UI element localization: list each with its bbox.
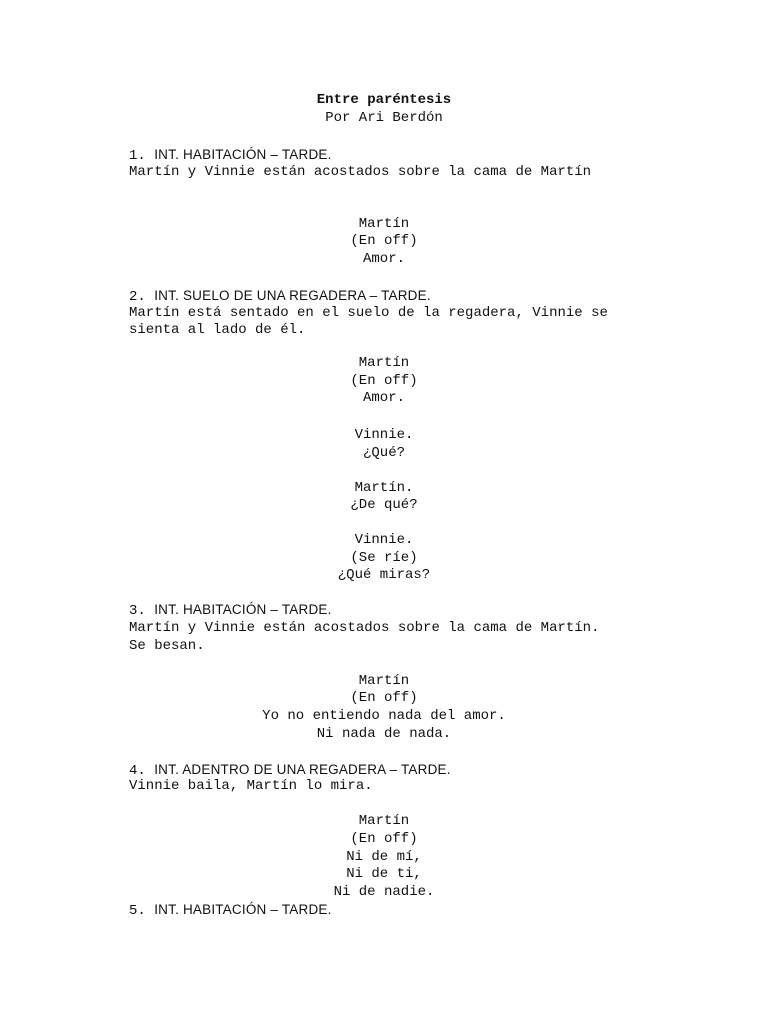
dialogue-line: Amor.	[362, 390, 405, 406]
action-line: Martín y Vinnie están acostados sobre la cama de Martín.	[129, 620, 600, 636]
action-line: sienta al lado de él.	[129, 322, 306, 338]
scene-heading-text: INT. HABITACIÓN – TARDE.	[154, 147, 332, 162]
character-name: Martín	[358, 355, 410, 371]
dialogue-line: Ni de nadie.	[333, 884, 435, 900]
scene-number: 4.	[129, 763, 146, 779]
character-name: Martín	[358, 673, 410, 689]
dialogue-line: Ni nada de nada.	[316, 726, 452, 742]
script-title: Entre paréntesis	[316, 92, 452, 108]
scene-number: 1.	[129, 148, 146, 164]
parenthetical: (En off)	[350, 233, 418, 249]
action-line: Se besan.	[129, 638, 205, 654]
dialogue-line: Ni de ti,	[346, 866, 422, 882]
dialogue-line: Yo no entiendo nada del amor.	[262, 708, 506, 724]
character-name: Martín	[358, 813, 410, 829]
dialogue-line: ¿De qué?	[350, 497, 418, 513]
parenthetical: (En off)	[350, 690, 418, 706]
parenthetical: (En off)	[350, 373, 418, 389]
dialogue-line: ¿Qué miras?	[337, 567, 431, 583]
scene-heading-2	[129, 287, 431, 307]
character-name: Martín.	[354, 480, 414, 496]
character-name: Vinnie.	[354, 532, 414, 548]
scene-heading-text: INT. HABITACIÓN – TARDE.	[154, 902, 332, 917]
scene-number: 3.	[129, 603, 146, 619]
action-line: Martín está sentado en el suelo de la regadera, Vinnie se	[129, 305, 608, 321]
dialogue-line: Amor.	[362, 251, 405, 267]
scene-heading-3	[129, 601, 332, 621]
scene-heading-text: INT. SUELO DE UNA REGADERA – TARDE.	[154, 288, 431, 303]
character-name: Vinnie.	[354, 427, 414, 443]
parenthetical: (Se ríe)	[350, 550, 418, 566]
action-line: Vinnie baila, Martín lo mira.	[129, 778, 373, 794]
character-name: Martín	[358, 216, 410, 232]
scene-number: 5.	[129, 903, 146, 919]
dialogue-line: Ni de mí,	[346, 849, 422, 865]
parenthetical: (En off)	[350, 831, 418, 847]
scene-heading-text: INT. ADENTRO DE UNA REGADERA – TARDE.	[154, 762, 451, 777]
script-author: Por Ari Berdón	[325, 110, 443, 126]
scene-heading-text: INT. HABITACIÓN – TARDE.	[154, 602, 332, 617]
action-line: Martín y Vinnie están acostados sobre la cama de Martín	[129, 164, 592, 180]
scene-heading-1	[129, 146, 332, 166]
scene-number: 2.	[129, 289, 146, 305]
dialogue-line: ¿Qué?	[362, 445, 405, 461]
scene-heading-5	[129, 901, 332, 921]
